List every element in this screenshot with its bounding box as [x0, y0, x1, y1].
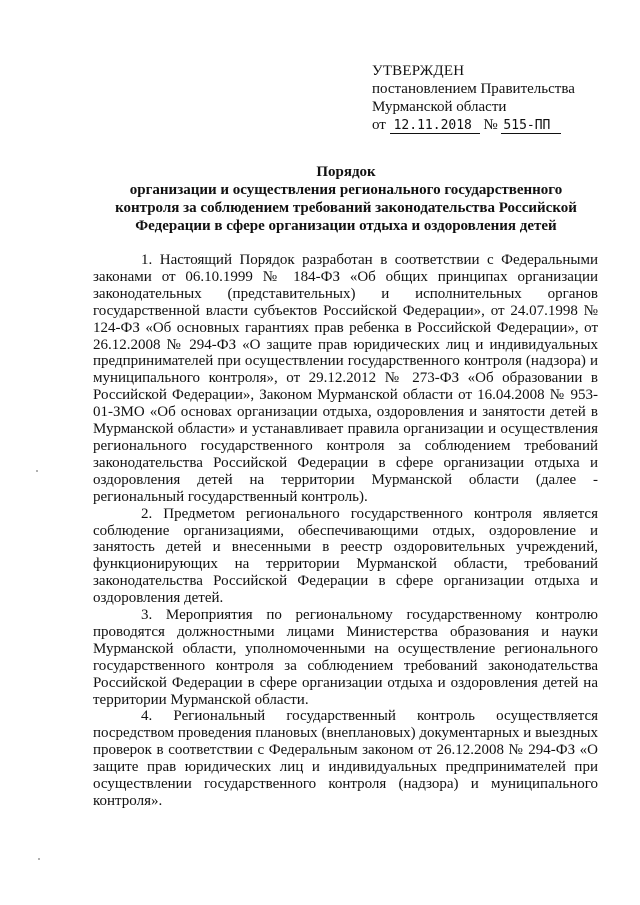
approval-date-line	[372, 116, 622, 134]
title-line-1: Порядок	[316, 164, 376, 180]
document-body	[93, 252, 598, 810]
paragraph-4: 4. Региональный государственный контроль осуществляется посредством проведения плановых (внеплановых) документарных и выездных проверок в соответствии с Федеральным законом от 26.12.2008 № 294-ФЗ «О защите прав юридических лиц и индивидуальных предпринимателей при осуществлении государственного контроля (надзора) и муниципального контроля».	[93, 708, 598, 809]
approval-stamp	[372, 62, 622, 134]
approval-number-value: 515-ПП	[501, 118, 561, 134]
approval-date-value: 12.11.2018	[390, 118, 480, 134]
paragraph-3: 3. Мероприятия по региональному государственному контролю проводятся должностными лицами Министерства образования и науки Мурманской области, уполномоченными на осуществление регионального государственного контроля за соблюдением требований законодательства Российской Федерации в сфере организации отдыха и оздоровления детей на территории Мурманской области.	[93, 607, 598, 708]
approval-line-2: Мурманской области	[372, 99, 507, 115]
date-prefix: от	[372, 117, 386, 133]
scan-speck	[36, 470, 38, 472]
title-line-4: Федерации в сфере организации отдыха и оздоровления детей	[135, 218, 557, 234]
number-prefix: №	[483, 117, 498, 133]
title-line-2: организации и осуществления регионального государственного	[129, 182, 563, 198]
title-line-3: контроля за соблюдением требований законодательства Российской	[115, 200, 577, 216]
scan-speck	[38, 858, 40, 860]
paragraph-2: 2. Предметом регионального государственного контроля является соблюдение организациями, обеспечивающими отдых, оздоровление и занятость детей и внесенными в реестр оздоровительных учреждений, функционирующих на территории Мурманской области, требований законодательства Российской Федерации в сфере организации отдыха и оздоровления детей.	[93, 505, 598, 607]
document-title	[96, 163, 596, 235]
approval-line-1: постановлением Правительства	[372, 81, 575, 97]
paragraph-1: 1. Настоящий Порядок разработан в соответствии с Федеральными законами от 06.10.1999 № 184-ФЗ «Об общих принципах организации законодательных (представительных) и исполнительных органов государственной власти субъектов Российской Федерации», от 24.07.1998 № 124-ФЗ «Об основных гарантиях прав ребенка в Российской Федерации», от 26.12.2008 № 294-ФЗ «О защите прав юридических лиц и индивидуальных предпринимателей при осуществлении государственного контроля (надзора) и муниципального контроля», от 29.12.2012 № 273-ФЗ «Об образовании в Российской Федерации», Законом Мурманской области от 16.04.2008 № 953-01-ЗМО «Об основах организации отдыха, оздоровления и занятости детей в Мурманской области» и устанавливает правила организации и осуществления регионального государственного контроля за соблюдением требований законодательства Российской Федерации в сфере организации отдыха и оздоровления детей на территории Мурманской области (далее - региональный государственный контроль).	[93, 252, 598, 505]
approval-heading: УТВЕРЖДЕН	[372, 63, 465, 79]
